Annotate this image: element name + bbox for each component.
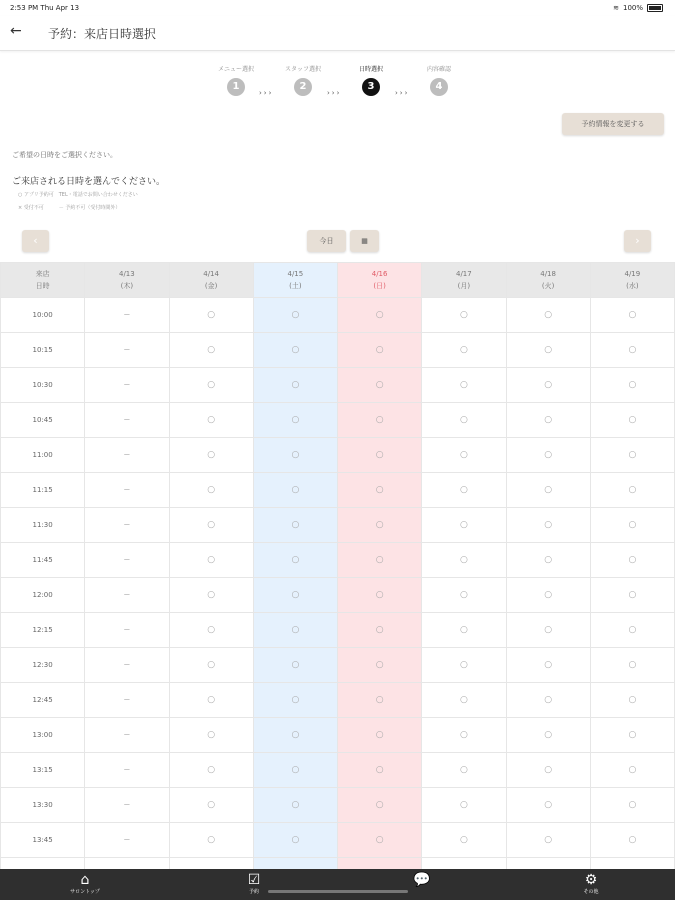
time-cell: 11:30 — [1, 508, 85, 543]
table-row — [1, 578, 675, 613]
table-row — [1, 368, 675, 403]
step-number: 4 — [430, 78, 448, 96]
select-datetime-heading: ご来店される日時を選んでください。 — [12, 177, 166, 187]
available-slot[interactable]: ○ — [253, 473, 337, 508]
available-slot[interactable]: ○ — [338, 403, 422, 438]
available-slot[interactable]: ○ — [253, 753, 337, 788]
available-slot[interactable]: ○ — [253, 683, 337, 718]
available-slot[interactable]: ○ — [253, 543, 337, 578]
available-slot[interactable]: ○ — [169, 508, 253, 543]
available-slot[interactable]: ○ — [169, 403, 253, 438]
available-slot[interactable]: ○ — [253, 438, 337, 473]
available-slot[interactable]: ○ — [506, 578, 590, 613]
unavailable-slot: － — [85, 788, 169, 823]
day-of-week: (金) — [204, 282, 218, 290]
available-slot[interactable]: ○ — [506, 718, 590, 753]
table-row — [1, 613, 675, 648]
table-row — [1, 753, 675, 788]
time-cell: 10:15 — [1, 333, 85, 368]
day-of-week: (水) — [626, 282, 639, 290]
available-slot[interactable]: ○ — [169, 473, 253, 508]
day-of-week: (木) — [120, 282, 134, 290]
available-slot[interactable]: ○ — [253, 613, 337, 648]
available-slot[interactable]: ○ — [590, 613, 674, 648]
time-cell: 13:00 — [1, 718, 85, 753]
step-arrow: ››› — [395, 89, 410, 97]
available-slot[interactable]: ○ — [253, 823, 337, 858]
bottom-tab-bar — [0, 869, 675, 900]
legend-line: × 受付不可 － 予約不可（受付時間外） — [18, 205, 121, 211]
available-slot[interactable]: ○ — [338, 333, 422, 368]
wifi-icon: ≋ — [613, 4, 619, 12]
table-body — [1, 298, 675, 870]
table-row — [1, 473, 675, 508]
available-slot[interactable]: ○ — [169, 543, 253, 578]
table-row — [1, 823, 675, 858]
unavailable-slot: － — [85, 543, 169, 578]
available-slot[interactable]: ○ — [169, 368, 253, 403]
change-reservation-button[interactable]: 予約情報を変更する — [562, 113, 664, 135]
available-slot[interactable]: ○ — [422, 718, 506, 753]
corner-header — [1, 263, 85, 298]
available-slot[interactable]: ○ — [590, 298, 674, 333]
available-slot[interactable]: ○ — [590, 438, 674, 473]
day-header — [422, 263, 506, 298]
table-row — [1, 788, 675, 823]
time-cell: 12:30 — [1, 648, 85, 683]
available-slot[interactable]: ○ — [338, 683, 422, 718]
tab-other[interactable] — [531, 869, 651, 900]
available-slot[interactable]: ○ — [253, 403, 337, 438]
unavailable-slot: － — [85, 648, 169, 683]
available-slot[interactable]: ○ — [338, 788, 422, 823]
available-slot[interactable]: ○ — [590, 788, 674, 823]
back-arrow-icon[interactable]: ← — [10, 23, 22, 39]
available-slot[interactable]: ○ — [253, 333, 337, 368]
step-label: メニュー選択 — [217, 66, 254, 73]
step-label: 日時選択 — [358, 66, 383, 73]
available-slot[interactable]: ○ — [169, 648, 253, 683]
tab-reservation[interactable] — [194, 869, 314, 900]
next-week-button[interactable]: › — [624, 230, 651, 252]
unavailable-slot — [590, 858, 674, 870]
available-slot[interactable]: ○ — [506, 438, 590, 473]
available-slot[interactable]: ○ — [169, 823, 253, 858]
day-of-week: (土) — [289, 282, 302, 290]
available-slot[interactable]: ○ — [169, 683, 253, 718]
unavailable-slot: － — [85, 298, 169, 333]
time-cell: 12:00 — [1, 578, 85, 613]
gear-icon: ⚙ — [584, 872, 598, 888]
tab-label: サロントップ — [70, 889, 100, 895]
available-slot[interactable]: ○ — [422, 368, 506, 403]
available-slot[interactable]: ○ — [422, 613, 506, 648]
today-button[interactable]: 今日 — [307, 230, 346, 252]
timeslot-table — [0, 262, 675, 869]
table-row — [1, 858, 675, 870]
unavailable-slot: － — [85, 578, 169, 613]
step-number: 1 — [227, 78, 245, 96]
available-slot[interactable]: ○ — [253, 788, 337, 823]
available-slot[interactable]: ○ — [422, 578, 506, 613]
unavailable-slot: － — [85, 368, 169, 403]
table-row — [1, 718, 675, 753]
unavailable-slot: － — [85, 753, 169, 788]
available-slot[interactable]: ○ — [253, 648, 337, 683]
available-slot[interactable]: ○ — [506, 473, 590, 508]
available-slot[interactable]: ○ — [169, 438, 253, 473]
available-slot[interactable]: ○ — [422, 333, 506, 368]
table-row — [1, 543, 675, 578]
prev-week-button[interactable]: ‹ — [22, 230, 49, 252]
step-number: 2 — [294, 78, 312, 96]
table-header-row — [1, 263, 675, 298]
unavailable-slot: － — [85, 508, 169, 543]
available-slot[interactable]: ○ — [506, 368, 590, 403]
time-cell: 13:45 — [1, 823, 85, 858]
time-cell — [1, 858, 85, 870]
step-indicator — [0, 64, 675, 108]
available-slot[interactable]: ○ — [169, 753, 253, 788]
available-slot[interactable]: ○ — [506, 823, 590, 858]
day-date: 4/15 — [287, 270, 304, 278]
available-slot[interactable]: ○ — [506, 613, 590, 648]
table-row — [1, 508, 675, 543]
unavailable-slot — [169, 858, 253, 870]
available-slot[interactable]: ○ — [338, 368, 422, 403]
calendar-check-icon: ☑ — [247, 872, 261, 888]
chat-icon: 💬 — [413, 872, 431, 888]
table-row — [1, 298, 675, 333]
available-slot[interactable]: ○ — [590, 578, 674, 613]
tab-label: 予約 — [248, 889, 259, 895]
available-slot[interactable]: ○ — [590, 473, 674, 508]
status-bar — [0, 0, 675, 16]
day-of-week: (月) — [457, 282, 471, 290]
available-slot[interactable]: ○ — [590, 403, 674, 438]
day-header — [85, 263, 169, 298]
available-slot[interactable]: ○ — [169, 718, 253, 753]
table-row — [1, 648, 675, 683]
available-slot[interactable]: ○ — [338, 823, 422, 858]
status-right — [613, 4, 663, 12]
step-label: 内容確認 — [426, 66, 451, 73]
tab-label: その他 — [583, 889, 599, 895]
table-row — [1, 333, 675, 368]
available-slot[interactable]: ○ — [338, 473, 422, 508]
available-slot[interactable]: ○ — [338, 753, 422, 788]
instruction-text: ご希望の日時をご選択ください。 — [12, 151, 117, 159]
available-slot[interactable]: ○ — [506, 543, 590, 578]
available-slot[interactable]: ○ — [422, 823, 506, 858]
available-slot[interactable]: ○ — [422, 508, 506, 543]
available-slot[interactable]: ○ — [338, 718, 422, 753]
available-slot[interactable]: ○ — [253, 578, 337, 613]
time-cell: 11:15 — [1, 473, 85, 508]
unavailable-slot — [506, 858, 590, 870]
tab-salon-top[interactable] — [25, 869, 145, 900]
available-slot[interactable]: ○ — [506, 753, 590, 788]
available-slot[interactable]: ○ — [506, 333, 590, 368]
available-slot[interactable]: ○ — [338, 648, 422, 683]
day-header-sunday — [338, 263, 422, 298]
available-slot[interactable]: ○ — [422, 298, 506, 333]
day-header — [169, 263, 253, 298]
unavailable-slot — [338, 858, 422, 870]
day-date: 4/19 — [624, 270, 641, 278]
step-4 — [404, 64, 474, 96]
table-row — [1, 438, 675, 473]
available-slot[interactable]: ○ — [506, 508, 590, 543]
home-indicator — [268, 890, 408, 893]
available-slot[interactable]: ○ — [422, 473, 506, 508]
step-arrow: ››› — [259, 89, 274, 97]
available-slot[interactable]: ○ — [338, 508, 422, 543]
home-icon: ⌂ — [80, 872, 90, 888]
corner-label: 来店 — [35, 270, 50, 278]
available-slot[interactable]: ○ — [506, 683, 590, 718]
time-cell: 10:45 — [1, 403, 85, 438]
available-slot[interactable]: ○ — [338, 543, 422, 578]
available-slot[interactable]: ○ — [590, 683, 674, 718]
available-slot[interactable]: ○ — [506, 788, 590, 823]
available-slot[interactable]: ○ — [169, 298, 253, 333]
day-of-week: (火) — [541, 282, 555, 290]
day-header — [590, 263, 674, 298]
available-slot[interactable]: ○ — [253, 368, 337, 403]
unavailable-slot: － — [85, 683, 169, 718]
available-slot[interactable]: ○ — [422, 788, 506, 823]
available-slot[interactable]: ○ — [590, 508, 674, 543]
battery-icon — [647, 4, 663, 12]
unavailable-slot: － — [85, 613, 169, 648]
unavailable-slot — [253, 858, 337, 870]
step-number: 3 — [362, 78, 380, 96]
available-slot[interactable]: ○ — [422, 543, 506, 578]
available-slot[interactable]: ○ — [590, 368, 674, 403]
available-slot[interactable]: ○ — [590, 333, 674, 368]
available-slot[interactable]: ○ — [506, 648, 590, 683]
unavailable-slot: － — [85, 438, 169, 473]
available-slot[interactable]: ○ — [422, 438, 506, 473]
page-title: 予約：来店日時選択 — [48, 27, 157, 41]
unavailable-slot: － — [85, 333, 169, 368]
day-date: 4/14 — [203, 270, 219, 278]
available-slot[interactable]: ○ — [253, 298, 337, 333]
day-date: 4/16 — [371, 270, 388, 278]
available-slot[interactable]: ○ — [338, 438, 422, 473]
time-cell: 10:30 — [1, 368, 85, 403]
day-of-week: (日) — [373, 282, 386, 290]
day-date: 4/17 — [456, 270, 472, 278]
unavailable-slot: － — [85, 718, 169, 753]
day-header-saturday — [253, 263, 337, 298]
time-cell: 12:45 — [1, 683, 85, 718]
time-cell: 13:30 — [1, 788, 85, 823]
time-cell: 11:00 — [1, 438, 85, 473]
step-label: スタッフ選択 — [284, 66, 321, 73]
available-slot[interactable]: ○ — [506, 403, 590, 438]
unavailable-slot — [85, 858, 169, 870]
time-cell: 10:00 — [1, 298, 85, 333]
available-slot[interactable]: ○ — [590, 543, 674, 578]
unavailable-slot — [422, 858, 506, 870]
available-slot[interactable]: ○ — [338, 298, 422, 333]
available-slot[interactable]: ○ — [169, 788, 253, 823]
time-cell: 11:45 — [1, 543, 85, 578]
app-header — [0, 16, 675, 51]
day-header — [506, 263, 590, 298]
calendar-icon[interactable]: ▦ — [350, 230, 379, 252]
available-slot[interactable]: ○ — [422, 403, 506, 438]
available-slot[interactable]: ○ — [338, 578, 422, 613]
available-slot[interactable]: ○ — [590, 753, 674, 788]
available-slot[interactable]: ○ — [169, 578, 253, 613]
legend-line: ○ アプリ予約可 TEL・電話でお問い合わせください — [18, 192, 138, 198]
unavailable-slot: － — [85, 403, 169, 438]
corner-label: 日時 — [35, 282, 50, 290]
unavailable-slot: － — [85, 823, 169, 858]
available-slot[interactable]: ○ — [422, 683, 506, 718]
table-row — [1, 683, 675, 718]
time-cell: 13:15 — [1, 753, 85, 788]
time-cell: 12:15 — [1, 613, 85, 648]
tab-chat[interactable] — [362, 869, 482, 900]
available-slot[interactable]: ○ — [422, 753, 506, 788]
day-date: 4/18 — [540, 270, 556, 278]
table-row — [1, 403, 675, 438]
available-slot[interactable]: ○ — [590, 718, 674, 753]
battery-percent: 100% — [622, 4, 643, 12]
available-slot[interactable]: ○ — [590, 648, 674, 683]
available-slot[interactable]: ○ — [590, 823, 674, 858]
available-slot[interactable]: ○ — [506, 298, 590, 333]
available-slot[interactable]: ○ — [338, 613, 422, 648]
step-arrow: ››› — [327, 89, 342, 97]
day-date: 4/13 — [119, 270, 135, 278]
status-time: 2:53 PM Thu Apr 13 — [10, 4, 80, 12]
available-slot[interactable]: ○ — [253, 508, 337, 543]
available-slot[interactable]: ○ — [169, 333, 253, 368]
available-slot[interactable]: ○ — [169, 613, 253, 648]
available-slot[interactable]: ○ — [253, 718, 337, 753]
available-slot[interactable]: ○ — [422, 648, 506, 683]
unavailable-slot: － — [85, 473, 169, 508]
